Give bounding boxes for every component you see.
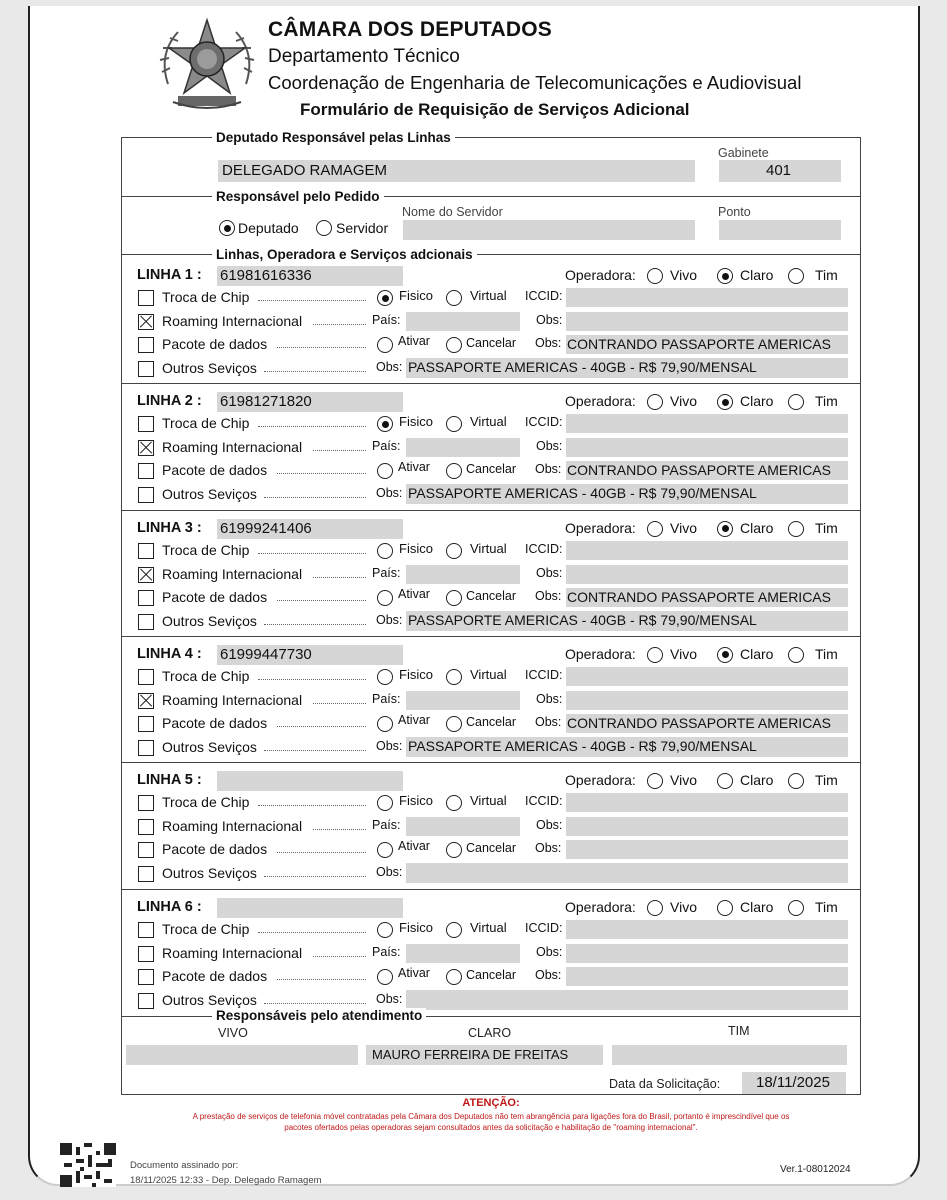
troca-checkbox[interactable] [138, 795, 154, 811]
data-solicitacao-label: Data da Solicitação: [609, 1077, 721, 1091]
operadora-tim-radio[interactable] [788, 521, 804, 537]
roaming-obs-label: Obs: [536, 944, 563, 959]
pacote-label: Pacote de dados [162, 462, 268, 479]
troca-label: Troca de Chip [162, 667, 250, 684]
line-label: LINHA 6 : [137, 898, 202, 915]
outros-label: Outros Seviços [162, 738, 257, 755]
atencao-text-1: A prestação de serviços de telefonia móvel contratadas pela Câmara dos Deputados não tem abrangência para ligações fora do Brasil, portanto é imprescindível que os [192, 1112, 790, 1121]
operadora-tim-radio[interactable] [788, 647, 804, 663]
roaming-label: Roaming Internacional [162, 691, 303, 708]
leader-dots [313, 577, 366, 578]
linhas-legend: Linhas, Operadora e Serviços adcionais [212, 247, 477, 262]
roaming-label: Roaming Internacional [162, 439, 303, 456]
pacote-obs-value: CONTRANDO PASSAPORTE AMERICAS [567, 588, 831, 605]
pacote-ativar-label: Ativar [398, 460, 430, 475]
roaming-obs-label: Obs: [536, 691, 563, 706]
operadora-claro-radio[interactable] [717, 647, 733, 663]
pacote-cancelar-label: Cancelar [466, 588, 517, 603]
troca-checkbox[interactable] [138, 416, 154, 432]
troca-label: Troca de Chip [162, 920, 250, 937]
roaming-checkbox[interactable] [138, 693, 154, 709]
org-title: CÂMARA DOS DEPUTADOS [268, 18, 553, 41]
outros-label: Outros Seviços [162, 486, 257, 503]
operadora-claro-label: Claro [740, 645, 774, 662]
brazil-coat-of-arms-logo [148, 14, 266, 118]
radio-deputado[interactable] [219, 220, 235, 236]
pacote-obs-value: CONTRANDO PASSAPORTE AMERICAS [567, 336, 831, 352]
chip-fisico-radio[interactable] [377, 543, 393, 559]
pais-field[interactable] [406, 312, 520, 331]
iccid-label: ICCID: [525, 415, 563, 430]
department-name: Departamento Técnico [268, 46, 460, 67]
gabinete-label: Gabinete [718, 146, 769, 160]
leader-dots [264, 497, 366, 498]
pacote-ativar-label: Ativar [398, 712, 430, 727]
line-label: LINHA 5 : [137, 772, 202, 789]
pais-field[interactable] [406, 691, 520, 710]
vivo-responsavel-field[interactable] [126, 1045, 358, 1065]
operadora-claro-radio[interactable] [717, 268, 733, 284]
pacote-ativar-label: Ativar [398, 965, 430, 980]
outros-obs-value: PASSAPORTE AMERICAS - 40GB - R$ 79,90/MENSAL [408, 737, 757, 754]
pacote-obs-label: Obs: [535, 588, 562, 603]
roaming-obs-field[interactable] [566, 565, 848, 584]
pacote-cancelar-label: Cancelar [466, 714, 517, 729]
ponto-label: Ponto [718, 205, 751, 219]
roaming-obs-field[interactable] [566, 438, 848, 457]
operadora-vivo-label: Vivo [670, 393, 697, 410]
pacote-label: Pacote de dados [162, 714, 268, 731]
chip-virtual-radio[interactable] [446, 290, 462, 306]
radio-deputado-label: Deputado [238, 220, 299, 236]
chip-fisico-radio[interactable] [377, 922, 393, 938]
line-label: LINHA 1 : [137, 267, 202, 283]
outros-label: Outros Seviços [162, 865, 257, 882]
outros-label: Outros Seviços [162, 991, 257, 1008]
pacote-obs-label: Obs: [535, 462, 562, 477]
pais-field[interactable] [406, 817, 520, 836]
divider [121, 762, 861, 763]
leader-dots [277, 726, 366, 727]
pacote-ativar-label: Ativar [398, 586, 430, 601]
chip-virtual-label: Virtual [470, 793, 507, 809]
pais-label: País: [372, 313, 401, 327]
pacote-cancelar-radio[interactable] [446, 716, 462, 732]
leader-dots [258, 679, 366, 680]
leader-dots [258, 805, 366, 806]
tim-responsavel-field[interactable] [612, 1045, 847, 1065]
operadora-tim-radio[interactable] [788, 268, 804, 284]
operadora-label: Operadora: [565, 645, 636, 662]
chip-fisico-label: Fisico [399, 540, 433, 556]
operadora-label: Operadora: [565, 898, 636, 915]
line-number-field[interactable] [217, 771, 403, 791]
roaming-label: Roaming Internacional [162, 313, 303, 329]
line-number-field[interactable] [217, 898, 403, 918]
pacote-obs-field[interactable] [566, 967, 848, 986]
outros-obs-label: Obs: [376, 486, 403, 501]
chip-virtual-label: Virtual [470, 666, 507, 682]
roaming-obs-field[interactable] [566, 817, 848, 836]
deputado-legend: Deputado Responsável pelas Linhas [212, 130, 455, 145]
chip-fisico-label: Fisico [399, 919, 433, 935]
operadora-tim-label: Tim [815, 267, 838, 283]
iccid-field[interactable] [566, 667, 848, 686]
pais-label: País: [372, 944, 401, 959]
operadora-vivo-label: Vivo [670, 645, 697, 662]
pacote-label: Pacote de dados [162, 967, 268, 984]
operadora-claro-label: Claro [740, 393, 774, 410]
chip-fisico-radio[interactable] [377, 669, 393, 685]
iccid-field[interactable] [566, 541, 848, 560]
iccid-field[interactable] [566, 414, 848, 433]
leader-dots [277, 347, 366, 348]
troca-label: Troca de Chip [162, 541, 250, 558]
roaming-checkbox[interactable] [138, 567, 154, 583]
chip-virtual-radio[interactable] [446, 922, 462, 938]
chip-virtual-radio[interactable] [446, 543, 462, 559]
leader-dots [258, 300, 366, 301]
divider [121, 383, 861, 384]
iccid-label: ICCID: [525, 667, 563, 682]
chip-virtual-radio[interactable] [446, 669, 462, 685]
pais-field[interactable] [406, 438, 520, 457]
iccid-field[interactable] [566, 288, 848, 307]
pais-field[interactable] [406, 944, 520, 963]
chip-virtual-label: Virtual [470, 414, 507, 430]
version-label: Ver.1-08012024 [780, 1164, 851, 1175]
leader-dots [264, 876, 366, 877]
operadora-vivo-radio[interactable] [647, 268, 663, 284]
outros-checkbox[interactable] [138, 361, 154, 377]
operadora-claro-label: Claro [740, 898, 774, 915]
iccid-field[interactable] [566, 920, 848, 939]
line-number-value: 61981616336 [220, 267, 312, 284]
radio-servidor[interactable] [316, 220, 332, 236]
outros-checkbox[interactable] [138, 993, 154, 1009]
operadora-tim-label: Tim [815, 393, 838, 410]
atencao-text-2: pacotes ofertados pelas operadoras sejam consultados antes da solicitação e habilitação de "roaming internacional". [284, 1123, 698, 1132]
pacote-label: Pacote de dados [162, 336, 268, 352]
leader-dots [313, 324, 366, 325]
pacote-ativar-radio[interactable] [377, 969, 393, 985]
outros-label: Outros Seviços [162, 360, 257, 376]
pacote-obs-label: Obs: [535, 967, 562, 982]
outros-obs-label: Obs: [376, 991, 403, 1006]
roaming-obs-label: Obs: [536, 565, 563, 580]
troca-label: Troca de Chip [162, 415, 250, 432]
line-number-value: 61999241406 [220, 519, 312, 537]
leader-dots [277, 979, 366, 980]
outros-checkbox[interactable] [138, 487, 154, 503]
pacote-cancelar-label: Cancelar [466, 967, 517, 982]
roaming-label: Roaming Internacional [162, 565, 303, 582]
roaming-obs-field[interactable] [566, 944, 848, 963]
leader-dots [313, 450, 366, 451]
iccid-label: ICCID: [525, 541, 563, 556]
pacote-cancelar-label: Cancelar [466, 336, 517, 350]
pacote-checkbox[interactable] [138, 463, 154, 479]
troca-checkbox[interactable] [138, 922, 154, 938]
line-number-value: 61981271820 [220, 393, 312, 411]
pacote-label: Pacote de dados [162, 588, 268, 605]
signed-by: 18/11/2025 12:33 - Dep. Delegado Ramagem [130, 1175, 322, 1186]
form-title: Formulário de Requisição de Serviços Adicional [300, 100, 690, 119]
operadora-tim-label: Tim [815, 519, 838, 536]
troca-label: Troca de Chip [162, 289, 250, 305]
radio-servidor-label: Servidor [336, 220, 389, 236]
pacote-obs-label: Obs: [535, 336, 562, 350]
vivo-label: VIVO [218, 1026, 248, 1040]
pacote-obs-value: CONTRANDO PASSAPORTE AMERICAS [567, 462, 831, 479]
divider [121, 510, 861, 511]
leader-dots [313, 703, 366, 704]
troca-label: Troca de Chip [162, 794, 250, 811]
coordination-name: Coordenação de Engenharia de Telecomunicações e Audiovisual [268, 72, 802, 93]
leader-dots [264, 750, 366, 751]
operadora-label: Operadora: [565, 267, 636, 283]
leader-dots [258, 932, 366, 933]
pacote-obs-field[interactable] [566, 840, 848, 859]
leader-dots [313, 829, 366, 830]
line-label: LINHA 3 : [137, 519, 202, 536]
signed-label: Documento assinado por: [130, 1160, 239, 1171]
operadora-vivo-radio[interactable] [647, 900, 663, 916]
pacote-ativar-radio[interactable] [377, 590, 393, 606]
troca-checkbox[interactable] [138, 669, 154, 685]
roaming-obs-label: Obs: [536, 439, 563, 454]
outros-obs-value: PASSAPORTE AMERICAS - 40GB - R$ 79,90/MENSAL [408, 359, 757, 375]
claro-label: CLARO [468, 1026, 512, 1040]
pacote-label: Pacote de dados [162, 841, 268, 858]
leader-dots [313, 956, 366, 957]
operadora-tim-label: Tim [815, 645, 838, 662]
roaming-obs-field[interactable] [566, 312, 848, 331]
outros-obs-label: Obs: [376, 865, 403, 880]
pacote-ativar-radio[interactable] [377, 716, 393, 732]
line-label: LINHA 2 : [137, 393, 202, 410]
operadora-vivo-radio[interactable] [647, 647, 663, 663]
operadora-tim-label: Tim [815, 772, 838, 789]
leader-dots [277, 600, 366, 601]
operadora-vivo-label: Vivo [670, 267, 697, 283]
line-number-value: 61999447730 [220, 645, 312, 663]
pais-label: País: [372, 818, 401, 833]
outros-obs-label: Obs: [376, 360, 403, 374]
tim-label: TIM [728, 1024, 750, 1038]
outros-obs-label: Obs: [376, 612, 403, 627]
leader-dots [277, 852, 366, 853]
leader-dots [277, 473, 366, 474]
troca-checkbox[interactable] [138, 543, 154, 559]
pacote-checkbox[interactable] [138, 969, 154, 985]
operadora-vivo-label: Vivo [670, 898, 697, 915]
outros-obs-field[interactable] [406, 863, 848, 883]
operadora-label: Operadora: [565, 393, 636, 410]
pacote-cancelar-label: Cancelar [466, 841, 517, 856]
operadora-vivo-label: Vivo [670, 519, 697, 536]
chip-fisico-radio[interactable] [377, 290, 393, 306]
pais-label: País: [372, 565, 401, 580]
outros-obs-value: PASSAPORTE AMERICAS - 40GB - R$ 79,90/MENSAL [408, 485, 757, 502]
pais-label: País: [372, 439, 401, 454]
leader-dots [258, 426, 366, 427]
pedido-legend: Responsável pelo Pedido [212, 189, 384, 204]
operadora-tim-radio[interactable] [788, 900, 804, 916]
chip-virtual-label: Virtual [470, 540, 507, 556]
operadora-claro-radio[interactable] [717, 521, 733, 537]
divider [121, 889, 861, 890]
pacote-checkbox[interactable] [138, 716, 154, 732]
roaming-checkbox[interactable] [138, 819, 154, 835]
atendimento-legend: Responsáveis pelo atendimento [212, 1008, 426, 1023]
pacote-obs-label: Obs: [535, 841, 562, 856]
line-label: LINHA 4 : [137, 645, 202, 662]
leader-dots [264, 371, 366, 372]
pacote-checkbox[interactable] [138, 590, 154, 606]
roaming-obs-label: Obs: [536, 313, 563, 327]
deputado-name-value: DELEGADO RAMAGEM [222, 162, 388, 179]
iccid-label: ICCID: [525, 794, 563, 809]
operadora-tim-label: Tim [815, 898, 838, 915]
chip-virtual-label: Virtual [470, 288, 507, 303]
iccid-label: ICCID: [525, 289, 563, 303]
pacote-obs-value: CONTRANDO PASSAPORTE AMERICAS [567, 714, 831, 731]
chip-fisico-label: Fisico [399, 666, 433, 682]
outros-checkbox[interactable] [138, 866, 154, 882]
ponto-field[interactable] [719, 220, 841, 240]
outros-checkbox[interactable] [138, 614, 154, 630]
divider [121, 636, 861, 637]
pacote-checkbox[interactable] [138, 842, 154, 858]
pacote-ativar-label: Ativar [398, 839, 430, 854]
pais-label: País: [372, 691, 401, 706]
chip-virtual-label: Virtual [470, 919, 507, 935]
chip-fisico-label: Fisico [399, 288, 433, 303]
qr-code-icon [60, 1143, 116, 1187]
outros-obs-field[interactable] [406, 990, 848, 1010]
roaming-obs-field[interactable] [566, 691, 848, 710]
iccid-label: ICCID: [525, 920, 563, 935]
iccid-field[interactable] [566, 793, 848, 812]
chip-fisico-label: Fisico [399, 414, 433, 430]
outros-obs-label: Obs: [376, 738, 403, 753]
operadora-label: Operadora: [565, 772, 636, 789]
roaming-label: Roaming Internacional [162, 944, 303, 961]
pais-field[interactable] [406, 565, 520, 584]
leader-dots [264, 624, 366, 625]
roaming-label: Roaming Internacional [162, 818, 303, 835]
outros-label: Outros Seviços [162, 612, 257, 629]
pacote-cancelar-radio[interactable] [446, 337, 462, 353]
pacote-cancelar-radio[interactable] [446, 969, 462, 985]
leader-dots [258, 553, 366, 554]
gabinete-value: 401 [766, 162, 792, 179]
leader-dots [264, 1003, 366, 1004]
operadora-claro-label: Claro [740, 267, 774, 283]
operadora-claro-radio[interactable] [717, 900, 733, 916]
pacote-cancelar-label: Cancelar [466, 462, 517, 477]
operadora-claro-label: Claro [740, 772, 774, 789]
nome-servidor-label: Nome do Servidor [402, 205, 503, 219]
pacote-ativar-label: Ativar [398, 334, 430, 348]
outros-checkbox[interactable] [138, 740, 154, 756]
roaming-checkbox[interactable] [138, 440, 154, 456]
pacote-cancelar-radio[interactable] [446, 590, 462, 606]
pacote-obs-label: Obs: [535, 714, 562, 729]
troca-checkbox[interactable] [138, 290, 154, 306]
pacote-ativar-radio[interactable] [377, 337, 393, 353]
atencao-title: ATENÇÃO: [462, 1097, 520, 1109]
outros-obs-value: PASSAPORTE AMERICAS - 40GB - R$ 79,90/MENSAL [408, 611, 757, 628]
roaming-obs-label: Obs: [536, 818, 563, 833]
operadora-label: Operadora: [565, 519, 636, 536]
chip-fisico-label: Fisico [399, 793, 433, 809]
operadora-vivo-radio[interactable] [647, 521, 663, 537]
roaming-checkbox[interactable] [138, 946, 154, 962]
claro-responsavel-value: MAURO FERREIRA DE FREITAS [372, 1047, 569, 1062]
data-solicitacao-value: 18/11/2025 [756, 1074, 830, 1091]
operadora-claro-label: Claro [740, 519, 774, 536]
nome-servidor-field[interactable] [403, 220, 695, 240]
pacote-checkbox[interactable] [138, 337, 154, 353]
roaming-checkbox[interactable] [138, 314, 154, 330]
operadora-vivo-label: Vivo [670, 772, 697, 789]
